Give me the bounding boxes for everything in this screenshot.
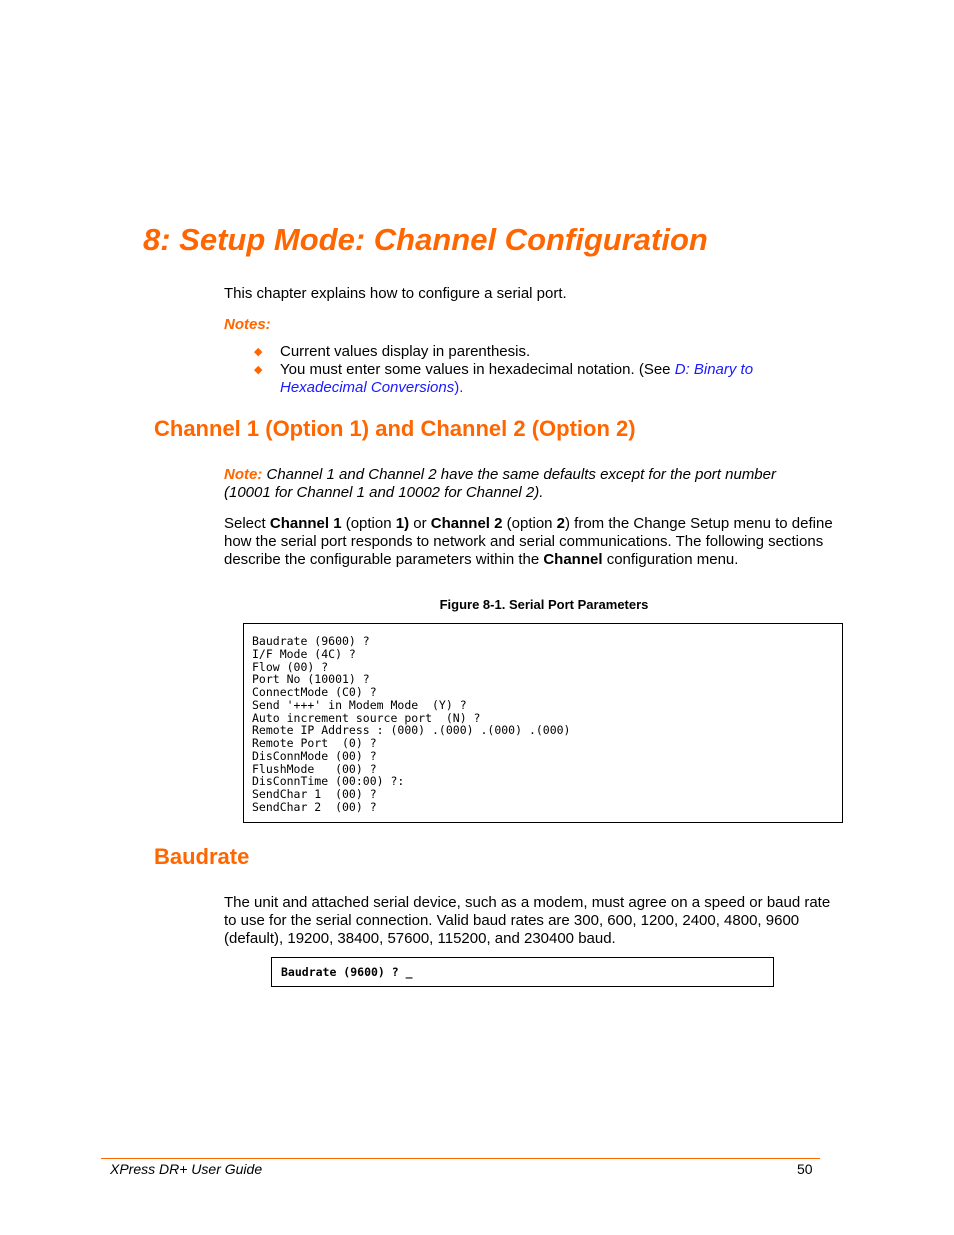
chapter-title: 8: Setup Mode: Channel Configuration	[143, 222, 708, 257]
text-run: (option	[341, 515, 396, 532]
text-run: or	[409, 515, 431, 532]
note-body: Channel 1 and Channel 2 have the same defaults except for the port number (10001 for Channel 1 and 10002 for Channel 2).	[224, 466, 776, 501]
channel-description	[224, 515, 844, 569]
list-item	[253, 361, 813, 397]
bold-run: Channel 1	[269, 515, 342, 532]
text-run: (option	[502, 515, 557, 532]
figure-caption: Figure 8-1. Serial Port Parameters	[439, 597, 649, 612]
diamond-bullet-icon: ◆	[254, 364, 263, 376]
section-title-channel: Channel 1 (Option 1) and Channel 2 (Option 2)	[154, 416, 636, 441]
note-text: Current values display in parenthesis.	[280, 343, 531, 360]
bold-run: Channel 2	[430, 515, 503, 532]
text-run: configuration menu.	[602, 551, 739, 568]
bold-run: 2	[556, 515, 566, 532]
text-run: Select	[224, 515, 270, 532]
serial-parameters-code-box	[243, 623, 843, 823]
list-item	[253, 343, 813, 361]
baudrate-description: The unit and attached serial device, such as a modem, must agree on a speed or baud rate to use for the serial connection. Valid baud rates are 300, 600, 1200, 2400, 4800, 9600 (default), 19200, 38400, 57600, 115200, and 230400 baud.	[224, 894, 831, 947]
bold-run: 1)	[395, 515, 410, 532]
page-number: 50	[797, 1161, 813, 1177]
code-listing: Baudrate (9600) ? I/F Mode (4C) ? Flow (00) ? Port No (10001) ? ConnectMode (C0) ? Send '+++' in Modem Mode (Y) ? Auto increment source port (N) ? Remote IP Address : (000) .(000) .(000) .(000) Remote Port (0) ? DisConnMode (00) ? FlushMode (00) ? DisConnTime (00:00) ?: SendChar 1 (00) ? SendChar 2 (00) ?	[252, 634, 571, 814]
channel-note	[224, 466, 824, 502]
footer-guide-title: XPress DR+ User Guide	[110, 1161, 263, 1177]
note-label: Note:	[224, 466, 263, 483]
footer-divider	[101, 1158, 820, 1159]
appendix-link[interactable]: D: Binary to Hexadecimal Conversions	[280, 361, 754, 396]
note-text: You must enter some values in hexadecimal notation. (See	[280, 361, 675, 378]
text-run: ) from the Change Setup menu to define how the serial port responds to network and serial communications. The following sections describe the configurable parameters within the	[224, 515, 833, 568]
bold-run: Channel	[543, 551, 603, 568]
notes-list	[253, 343, 813, 397]
diamond-bullet-icon: ◆	[254, 346, 263, 358]
baudrate-prompt-box	[271, 957, 774, 987]
intro-text: This chapter explains how to configure a serial port.	[224, 285, 567, 302]
note-text-end: ).	[454, 379, 464, 396]
baudrate-prompt: Baudrate (9600) ? _	[281, 965, 413, 979]
notes-label: Notes:	[224, 316, 271, 333]
section-title-baudrate: Baudrate	[154, 844, 250, 869]
